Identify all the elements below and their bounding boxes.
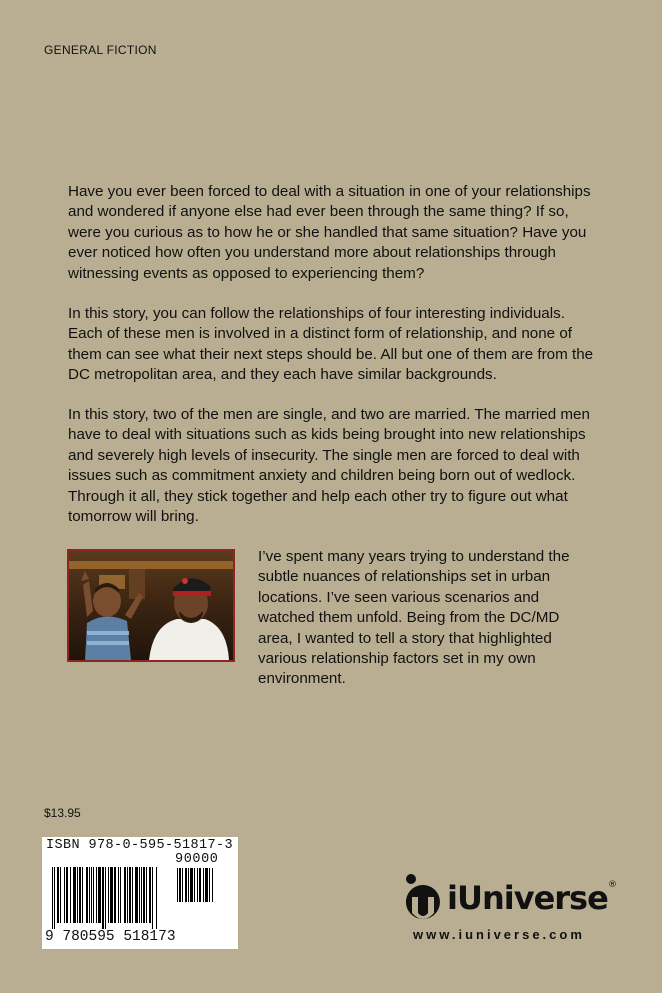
category-label: GENERAL FICTION xyxy=(44,43,157,57)
barcode-digits: 9 780595 518173 xyxy=(45,929,176,945)
registered-mark: ® xyxy=(608,880,617,890)
blurb-paragraph-1: Have you ever been forced to deal with a situation in one of your relationships and wondered if anyone else had ever been through the same thing? If so, were you curious as to how he or she handled that same situation? Have you ever noticed how often you understand more about relationships through witnessing events as opposed to experiencing them? xyxy=(68,183,591,282)
publisher-name: iUniverse xyxy=(447,879,608,917)
isbn-label: ISBN 978-0-595-51817-3 xyxy=(46,838,234,853)
barcode-bars xyxy=(52,867,170,933)
isbn-barcode xyxy=(42,837,238,949)
iuniverse-logo-icon xyxy=(402,873,444,925)
author-bio: I’ve spent many years trying to understand the subtle nuances of relationships set in urban locations. I’ve seen various scenarios and watched them unfold. Being from the DC/MD area, I wanted to tell a story that highlighted various relationship factors set in my own environment. xyxy=(258,548,570,688)
blurb-paragraph-3: In this story, two of the men are single, and two are married. The married men have to deal with situations such as kids being brought into new relationships and severely high levels of insecurity. The single men are forced to deal with issues such as commitment anxiety and children being born out of wedlock. Through it all, they stick together and help each other try to figure out what tomorrow will bring. xyxy=(68,406,590,526)
addon-barcode-bars xyxy=(177,868,233,910)
publisher-url: www.iuniverse.com xyxy=(413,927,585,942)
blurb-paragraph-2: In this story, you can follow the relationships of four interesting individuals. Each of these men is involved in a distinct form of relationship, and none of them can see what their next steps should be. All but one of them are from the DC metropolitan area, and they each have similar backgrounds. xyxy=(68,305,594,384)
price-label: $13.95 xyxy=(44,806,81,820)
author-photo xyxy=(67,549,235,662)
price-code-label: 90000 xyxy=(175,852,219,867)
